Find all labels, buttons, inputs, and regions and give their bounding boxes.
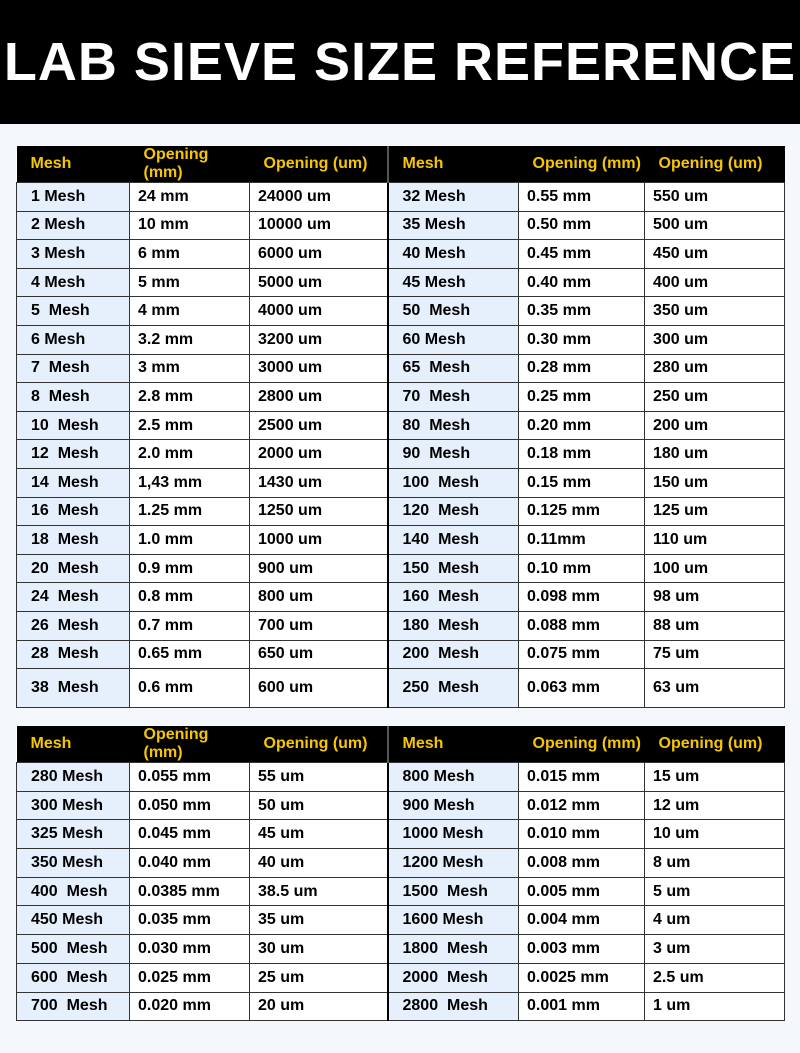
- mesh-cell: 90 Mesh: [388, 440, 519, 469]
- opening-um-cell: 280 um: [645, 354, 785, 383]
- opening-mm-cell: 0.8 mm: [130, 583, 250, 612]
- opening-um-cell: 3200 um: [250, 325, 388, 354]
- opening-mm-cell: 0.65 mm: [130, 640, 250, 669]
- table-header-row: [17, 726, 785, 763]
- opening-mm-cell: 0.30 mm: [519, 325, 645, 354]
- mesh-cell: 1200 Mesh: [388, 849, 519, 878]
- opening-um-cell: 40 um: [250, 849, 388, 878]
- opening-um-cell: 8 um: [645, 849, 785, 878]
- opening-um-cell: 100 um: [645, 554, 785, 583]
- table-row: [17, 554, 785, 583]
- mesh-cell: 2000 Mesh: [388, 963, 519, 992]
- opening-um-cell: 500 um: [645, 211, 785, 240]
- mesh-cell: 80 Mesh: [388, 411, 519, 440]
- opening-um-cell: 1430 um: [250, 468, 388, 497]
- opening-um-cell: 98 um: [645, 583, 785, 612]
- mesh-cell: 2 Mesh: [17, 211, 130, 240]
- opening-um-cell: 88 um: [645, 611, 785, 640]
- opening-um-cell: 250 um: [645, 383, 785, 412]
- mesh-cell: 400 Mesh: [17, 877, 130, 906]
- opening-mm-cell: 0.55 mm: [519, 183, 645, 212]
- mesh-cell: 7 Mesh: [17, 354, 130, 383]
- table-row: [17, 411, 785, 440]
- opening-mm-cell: 0.125 mm: [519, 497, 645, 526]
- header-opening-um: Opening (um): [645, 146, 785, 183]
- opening-mm-cell: 0.004 mm: [519, 906, 645, 935]
- opening-mm-cell: 0.075 mm: [519, 640, 645, 669]
- table-row: [17, 297, 785, 326]
- mesh-cell: 10 Mesh: [17, 411, 130, 440]
- opening-um-cell: 125 um: [645, 497, 785, 526]
- page-title: LAB SIEVE SIZE REFERENCE: [0, 0, 800, 124]
- table-header-row: [17, 146, 785, 183]
- opening-mm-cell: 10 mm: [130, 211, 250, 240]
- mesh-cell: 120 Mesh: [388, 497, 519, 526]
- opening-um-cell: 700 um: [250, 611, 388, 640]
- mesh-cell: 2800 Mesh: [388, 992, 519, 1021]
- table-row: [17, 611, 785, 640]
- opening-mm-cell: 24 mm: [130, 183, 250, 212]
- opening-um-cell: 12 um: [645, 791, 785, 820]
- opening-um-cell: 5 um: [645, 877, 785, 906]
- header-opening-um: Opening (um): [250, 146, 388, 183]
- mesh-cell: 1000 Mesh: [388, 820, 519, 849]
- mesh-cell: 100 Mesh: [388, 468, 519, 497]
- opening-um-cell: 2.5 um: [645, 963, 785, 992]
- opening-um-cell: 15 um: [645, 763, 785, 792]
- opening-mm-cell: 0.040 mm: [130, 849, 250, 878]
- opening-um-cell: 30 um: [250, 935, 388, 964]
- mesh-cell: 200 Mesh: [388, 640, 519, 669]
- mesh-cell: 70 Mesh: [388, 383, 519, 412]
- opening-mm-cell: 2.8 mm: [130, 383, 250, 412]
- opening-um-cell: 50 um: [250, 791, 388, 820]
- sieve-table-top: [16, 146, 785, 708]
- opening-um-cell: 350 um: [645, 297, 785, 326]
- opening-um-cell: 180 um: [645, 440, 785, 469]
- mesh-cell: 40 Mesh: [388, 240, 519, 269]
- opening-um-cell: 45 um: [250, 820, 388, 849]
- opening-mm-cell: 0.50 mm: [519, 211, 645, 240]
- opening-mm-cell: 1.25 mm: [130, 497, 250, 526]
- opening-um-cell: 55 um: [250, 763, 388, 792]
- opening-mm-cell: 6 mm: [130, 240, 250, 269]
- mesh-cell: 600 Mesh: [17, 963, 130, 992]
- opening-um-cell: 450 um: [645, 240, 785, 269]
- mesh-cell: 900 Mesh: [388, 791, 519, 820]
- opening-mm-cell: 3.2 mm: [130, 325, 250, 354]
- opening-um-cell: 4 um: [645, 906, 785, 935]
- opening-um-cell: 6000 um: [250, 240, 388, 269]
- table-row: [17, 791, 785, 820]
- table-row: [17, 992, 785, 1021]
- table-row: [17, 211, 785, 240]
- opening-um-cell: 5000 um: [250, 268, 388, 297]
- opening-mm-cell: 0.25 mm: [519, 383, 645, 412]
- table-row: [17, 877, 785, 906]
- opening-um-cell: 35 um: [250, 906, 388, 935]
- mesh-cell: 20 Mesh: [17, 554, 130, 583]
- table-row: [17, 583, 785, 612]
- opening-um-cell: 3 um: [645, 935, 785, 964]
- table-row: [17, 497, 785, 526]
- opening-mm-cell: 4 mm: [130, 297, 250, 326]
- header-opening-mm: Opening (mm): [130, 726, 250, 763]
- opening-mm-cell: 0.6 mm: [130, 669, 250, 708]
- table-row: [17, 963, 785, 992]
- mesh-cell: 160 Mesh: [388, 583, 519, 612]
- opening-um-cell: 4000 um: [250, 297, 388, 326]
- opening-um-cell: 2500 um: [250, 411, 388, 440]
- table-row: [17, 268, 785, 297]
- opening-um-cell: 200 um: [645, 411, 785, 440]
- opening-um-cell: 75 um: [645, 640, 785, 669]
- opening-mm-cell: 0.7 mm: [130, 611, 250, 640]
- opening-mm-cell: 0.050 mm: [130, 791, 250, 820]
- header-opening-mm: Opening (mm): [519, 146, 645, 183]
- mesh-cell: 16 Mesh: [17, 497, 130, 526]
- mesh-cell: 350 Mesh: [17, 849, 130, 878]
- mesh-cell: 280 Mesh: [17, 763, 130, 792]
- opening-mm-cell: 0.035 mm: [130, 906, 250, 935]
- opening-um-cell: 3000 um: [250, 354, 388, 383]
- opening-mm-cell: 0.045 mm: [130, 820, 250, 849]
- table-row: [17, 383, 785, 412]
- table-row: [17, 935, 785, 964]
- mesh-cell: 35 Mesh: [388, 211, 519, 240]
- opening-mm-cell: 0.35 mm: [519, 297, 645, 326]
- mesh-cell: 500 Mesh: [17, 935, 130, 964]
- mesh-cell: 700 Mesh: [17, 992, 130, 1021]
- opening-um-cell: 10 um: [645, 820, 785, 849]
- mesh-cell: 5 Mesh: [17, 297, 130, 326]
- opening-mm-cell: 0.025 mm: [130, 963, 250, 992]
- opening-mm-cell: 0.001 mm: [519, 992, 645, 1021]
- header-mesh: Mesh: [388, 726, 519, 763]
- mesh-cell: 300 Mesh: [17, 791, 130, 820]
- opening-um-cell: 600 um: [250, 669, 388, 708]
- opening-um-cell: 550 um: [645, 183, 785, 212]
- header-opening-mm: Opening (mm): [519, 726, 645, 763]
- opening-mm-cell: 0.11mm: [519, 526, 645, 555]
- sieve-table-bottom: [16, 726, 785, 1021]
- mesh-cell: 24 Mesh: [17, 583, 130, 612]
- opening-um-cell: 800 um: [250, 583, 388, 612]
- mesh-cell: 32 Mesh: [388, 183, 519, 212]
- opening-mm-cell: 1.0 mm: [130, 526, 250, 555]
- opening-mm-cell: 0.005 mm: [519, 877, 645, 906]
- opening-um-cell: 24000 um: [250, 183, 388, 212]
- table-row: [17, 325, 785, 354]
- mesh-cell: 6 Mesh: [17, 325, 130, 354]
- opening-mm-cell: 0.28 mm: [519, 354, 645, 383]
- mesh-cell: 1800 Mesh: [388, 935, 519, 964]
- mesh-cell: 180 Mesh: [388, 611, 519, 640]
- table-row: [17, 849, 785, 878]
- mesh-cell: 18 Mesh: [17, 526, 130, 555]
- mesh-cell: 65 Mesh: [388, 354, 519, 383]
- opening-mm-cell: 0.012 mm: [519, 791, 645, 820]
- mesh-cell: 60 Mesh: [388, 325, 519, 354]
- opening-mm-cell: 3 mm: [130, 354, 250, 383]
- opening-mm-cell: 5 mm: [130, 268, 250, 297]
- opening-um-cell: 38.5 um: [250, 877, 388, 906]
- opening-mm-cell: 0.008 mm: [519, 849, 645, 878]
- opening-um-cell: 20 um: [250, 992, 388, 1021]
- mesh-cell: 1500 Mesh: [388, 877, 519, 906]
- opening-mm-cell: 0.40 mm: [519, 268, 645, 297]
- table-row: [17, 906, 785, 935]
- table-row: [17, 640, 785, 669]
- opening-um-cell: 110 um: [645, 526, 785, 555]
- header-mesh: Mesh: [17, 146, 130, 183]
- opening-mm-cell: 0.10 mm: [519, 554, 645, 583]
- mesh-cell: 250 Mesh: [388, 669, 519, 708]
- opening-mm-cell: 0.45 mm: [519, 240, 645, 269]
- opening-mm-cell: 0.18 mm: [519, 440, 645, 469]
- table-row: [17, 183, 785, 212]
- opening-mm-cell: 0.015 mm: [519, 763, 645, 792]
- opening-um-cell: 2000 um: [250, 440, 388, 469]
- header-opening-um: Opening (um): [645, 726, 785, 763]
- opening-um-cell: 1000 um: [250, 526, 388, 555]
- mesh-cell: 1 Mesh: [17, 183, 130, 212]
- mesh-cell: 45 Mesh: [388, 268, 519, 297]
- opening-mm-cell: 0.003 mm: [519, 935, 645, 964]
- table-row: [17, 354, 785, 383]
- mesh-cell: 12 Mesh: [17, 440, 130, 469]
- opening-mm-cell: 0.030 mm: [130, 935, 250, 964]
- opening-mm-cell: 2.0 mm: [130, 440, 250, 469]
- opening-mm-cell: 0.010 mm: [519, 820, 645, 849]
- mesh-cell: 140 Mesh: [388, 526, 519, 555]
- opening-mm-cell: 0.020 mm: [130, 992, 250, 1021]
- opening-um-cell: 10000 um: [250, 211, 388, 240]
- mesh-cell: 3 Mesh: [17, 240, 130, 269]
- header-mesh: Mesh: [17, 726, 130, 763]
- opening-mm-cell: 0.088 mm: [519, 611, 645, 640]
- opening-mm-cell: 0.20 mm: [519, 411, 645, 440]
- table-row: [17, 820, 785, 849]
- mesh-cell: 8 Mesh: [17, 383, 130, 412]
- table-row: [17, 468, 785, 497]
- opening-um-cell: 650 um: [250, 640, 388, 669]
- mesh-cell: 14 Mesh: [17, 468, 130, 497]
- opening-mm-cell: 0.15 mm: [519, 468, 645, 497]
- mesh-cell: 150 Mesh: [388, 554, 519, 583]
- opening-um-cell: 900 um: [250, 554, 388, 583]
- header-opening-um: Opening (um): [250, 726, 388, 763]
- opening-um-cell: 63 um: [645, 669, 785, 708]
- opening-um-cell: 300 um: [645, 325, 785, 354]
- opening-um-cell: 400 um: [645, 268, 785, 297]
- opening-um-cell: 1250 um: [250, 497, 388, 526]
- mesh-cell: 4 Mesh: [17, 268, 130, 297]
- mesh-cell: 325 Mesh: [17, 820, 130, 849]
- table-row: [17, 240, 785, 269]
- mesh-cell: 26 Mesh: [17, 611, 130, 640]
- opening-mm-cell: 0.063 mm: [519, 669, 645, 708]
- opening-mm-cell: 0.0385 mm: [130, 877, 250, 906]
- opening-um-cell: 1 um: [645, 992, 785, 1021]
- opening-mm-cell: 2.5 mm: [130, 411, 250, 440]
- mesh-cell: 28 Mesh: [17, 640, 130, 669]
- mesh-cell: 38 Mesh: [17, 669, 130, 708]
- header-mesh: Mesh: [388, 146, 519, 183]
- mesh-cell: 450 Mesh: [17, 906, 130, 935]
- mesh-cell: 1600 Mesh: [388, 906, 519, 935]
- mesh-cell: 800 Mesh: [388, 763, 519, 792]
- opening-mm-cell: 1,43 mm: [130, 468, 250, 497]
- table-row: [17, 763, 785, 792]
- table-row: [17, 669, 785, 708]
- mesh-cell: 50 Mesh: [388, 297, 519, 326]
- opening-mm-cell: 0.098 mm: [519, 583, 645, 612]
- table-row: [17, 440, 785, 469]
- opening-um-cell: 2800 um: [250, 383, 388, 412]
- opening-mm-cell: 0.0025 mm: [519, 963, 645, 992]
- opening-mm-cell: 0.9 mm: [130, 554, 250, 583]
- header-opening-mm: Opening (mm): [130, 146, 250, 183]
- opening-um-cell: 150 um: [645, 468, 785, 497]
- opening-mm-cell: 0.055 mm: [130, 763, 250, 792]
- opening-um-cell: 25 um: [250, 963, 388, 992]
- table-row: [17, 526, 785, 555]
